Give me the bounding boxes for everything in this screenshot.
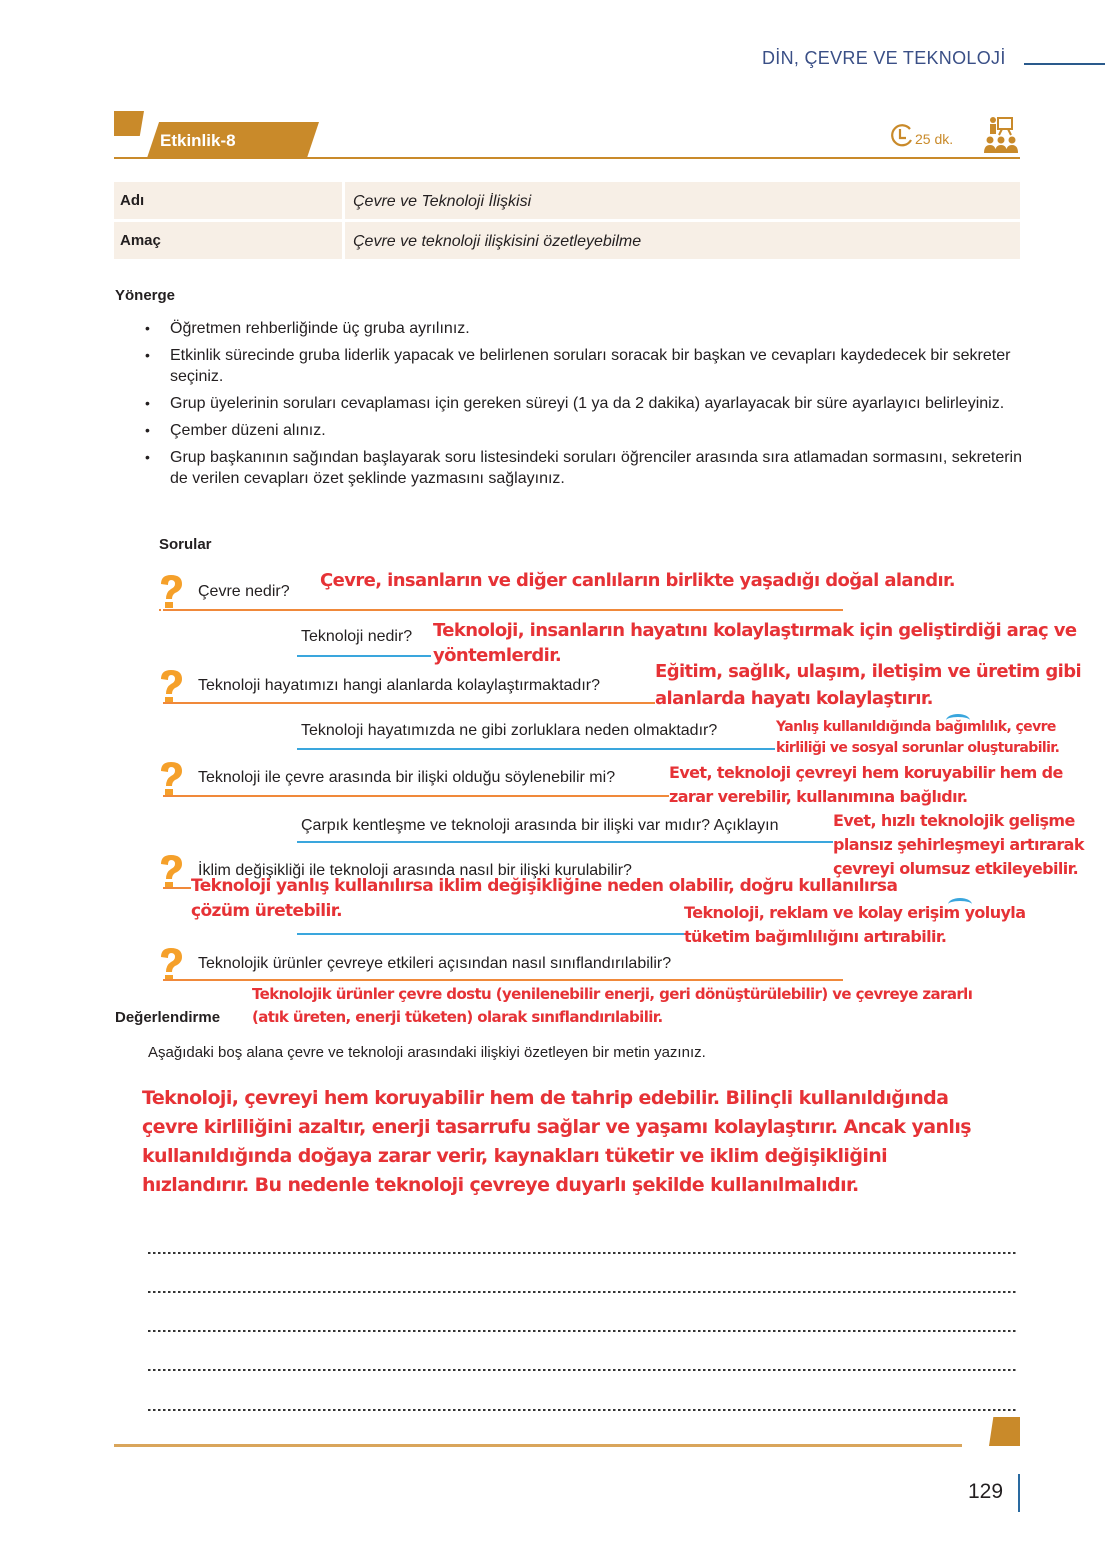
instruction-item: • Öğretmen rehberliğinde üç gruba ayrılınız. <box>145 318 1025 339</box>
answer-text: Çevre, insanların ve diğer canlıların birlikte yaşadığı doğal alandır. <box>320 570 955 591</box>
instructions-list <box>145 318 1025 495</box>
header-rule <box>1024 63 1105 65</box>
instruction-item: • Grup üyelerinin soruları cevaplaması için gereken süreyi (1 ya da 2 dakika) ayarlayacak bir süre ayarlayıcı belirleyiniz. <box>145 393 1025 414</box>
info-key: Amaç <box>114 222 345 259</box>
answer-line <box>163 887 191 889</box>
info-value: Çevre ve teknoloji ilişkisini özetleyebilme <box>353 233 642 250</box>
info-value: Çevre ve Teknoloji İlişkisi <box>353 193 532 210</box>
question-text: Teknoloji hayatımızı hangi alanlarda kolaylaştırmaktadır? <box>198 677 600 694</box>
question-text: Çevre nedir? <box>198 583 290 600</box>
answer-line-text: hızlandırır. Bu nedenle teknoloji çevreye duyarlı şekilde kullanılmalıdır. <box>142 1174 859 1196</box>
question-mark-icon <box>158 853 184 891</box>
question-mark-icon <box>158 668 184 706</box>
tab-decoration <box>114 111 144 136</box>
instruction-item: • Çember düzeni alınız. <box>145 420 1025 441</box>
instruction-item: • Etkinlik sürecinde gruba liderlik yapacak ve belirlenen soruları soracak bir başkan ve cevapları kaydedecek bir sekreter seçiniz. <box>145 345 1025 387</box>
page-number-bar <box>1018 1474 1020 1512</box>
question-text: Teknoloji ile çevre arasında bir ilişki olduğu söylenebilir mi? <box>198 769 616 786</box>
answer-line-text: Teknoloji, çevreyi hem koruyabilir hem de tahrip edebilir. Bilinçli kullanıldığında <box>142 1087 949 1109</box>
answer-text: plansız şehirleşmeyi artırarak <box>833 835 1084 854</box>
evaluation-answer <box>142 1084 1032 1200</box>
chapter-title: DİN, ÇEVRE VE TEKNOLOJİ <box>762 48 1006 68</box>
answer-text: Teknoloji yanlış kullanılırsa iklim değişikliğine neden olabilir, doğru kullanılırsa <box>191 876 898 896</box>
question-text: Teknoloji hayatımızda ne gibi zorluklara neden olmaktadır? <box>301 722 718 739</box>
questions-heading: Sorular <box>159 536 212 553</box>
page-number: 129 <box>968 1480 1004 1503</box>
question-text: İklim değişikliği ile teknoloji arasında nasıl bir ilişki kurulabilir? <box>198 862 632 879</box>
answer-line <box>297 841 833 843</box>
activity-info-table <box>114 182 1020 262</box>
answer-text: Evet, hızlı teknolojik gelişme <box>833 811 1075 830</box>
answer-line-text: kullanıldığında doğaya zarar verir, kaynakları tüketir ve iklim değişikliğini <box>142 1145 888 1167</box>
answer-text: Teknolojik ürünler çevre dostu (yenilenebilir enerji, geri dönüştürülebilir) ve çevreye zararlı <box>252 985 973 1003</box>
answer-line <box>163 609 843 611</box>
question-text: Teknoloji nedir? <box>301 628 413 645</box>
footer-rule <box>114 1444 962 1447</box>
question-mark-icon <box>158 760 184 798</box>
answer-text: kirliliği ve sosyal sorunlar oluşturabilir. <box>776 740 1060 756</box>
activity-rule <box>114 157 1020 159</box>
activity-duration: 25 dk. <box>915 131 954 147</box>
activity-label: Etkinlik-8 <box>160 131 236 150</box>
info-key: Adı <box>114 182 345 219</box>
answer-text: Eğitim, sağlık, ulaşım, iletişim ve üretim gibi <box>655 661 1082 682</box>
answer-text: çevreyi olumsuz etkileyebilir. <box>833 859 1079 878</box>
writing-line[interactable] <box>148 1409 1018 1411</box>
answer-text: Evet, teknoloji çevreyi hem koruyabilir hem de <box>669 763 1063 782</box>
answer-line <box>297 933 684 935</box>
question-mark-icon <box>158 573 184 611</box>
writing-line[interactable] <box>148 1252 1018 1254</box>
info-row-purpose <box>114 222 1020 259</box>
answer-line <box>297 655 431 657</box>
answer-line <box>163 702 655 704</box>
clock-icon <box>890 123 914 147</box>
question-text: Teknolojik ürünler çevreye etkileri açısından nasıl sınıflandırılabilir? <box>198 955 672 972</box>
answer-text: zarar verebilir, kullanımına bağlıdır. <box>669 787 968 806</box>
writing-line[interactable] <box>148 1291 1018 1293</box>
answer-line <box>163 979 843 981</box>
answer-line-text: çevre kirliliğini azaltır, enerji tasarrufu sağlar ve yaşamı kolaylaştırır. Ancak yanlış <box>142 1116 971 1138</box>
answer-text: Teknoloji, reklam ve kolay erişim yoluyla <box>684 903 1026 922</box>
answer-text: (atık üreten, enerji tüketen) olarak sınıflandırılabilir. <box>252 1008 663 1026</box>
answer-line <box>163 795 669 797</box>
teacher-group-icon <box>983 116 1019 154</box>
footer-decoration <box>989 1417 1020 1446</box>
writing-line[interactable] <box>148 1330 1018 1332</box>
writing-line[interactable] <box>148 1369 1018 1371</box>
answer-line <box>297 748 775 750</box>
question-text: Çarpık kentleşme ve teknoloji arasında bir ilişki var mıdır? Açıklayın <box>301 817 779 834</box>
evaluation-prompt: Aşağıdaki boş alana çevre ve teknoloji arasındaki ilişkiyi özetleyen bir metin yazınız. <box>148 1044 706 1061</box>
answer-text: Teknoloji, insanların hayatını kolaylaştırmak için geliştirdiği araç ve <box>433 620 1077 641</box>
answer-text: Yanlış kullanıldığında bağımlılık, çevre <box>776 719 1056 735</box>
instruction-item: • Grup başkanının sağından başlayarak soru listesindeki soruları öğrenciler arasında sıra atlamadan sormasını, sekreterin de verilen cevapları özet şeklinde yazmasını sağlayınız. <box>145 447 1025 489</box>
answer-text: yöntemlerdir. <box>433 645 562 666</box>
answer-text: çözüm üretebilir. <box>191 901 342 921</box>
answer-text: alanlarda hayatı kolaylaştırır. <box>655 688 933 709</box>
answer-text: tüketim bağımlılığını artırabilir. <box>684 927 947 946</box>
instructions-heading: Yönerge <box>115 287 176 304</box>
info-row-name <box>114 182 1020 219</box>
evaluation-heading: Değerlendirme <box>115 1009 221 1026</box>
